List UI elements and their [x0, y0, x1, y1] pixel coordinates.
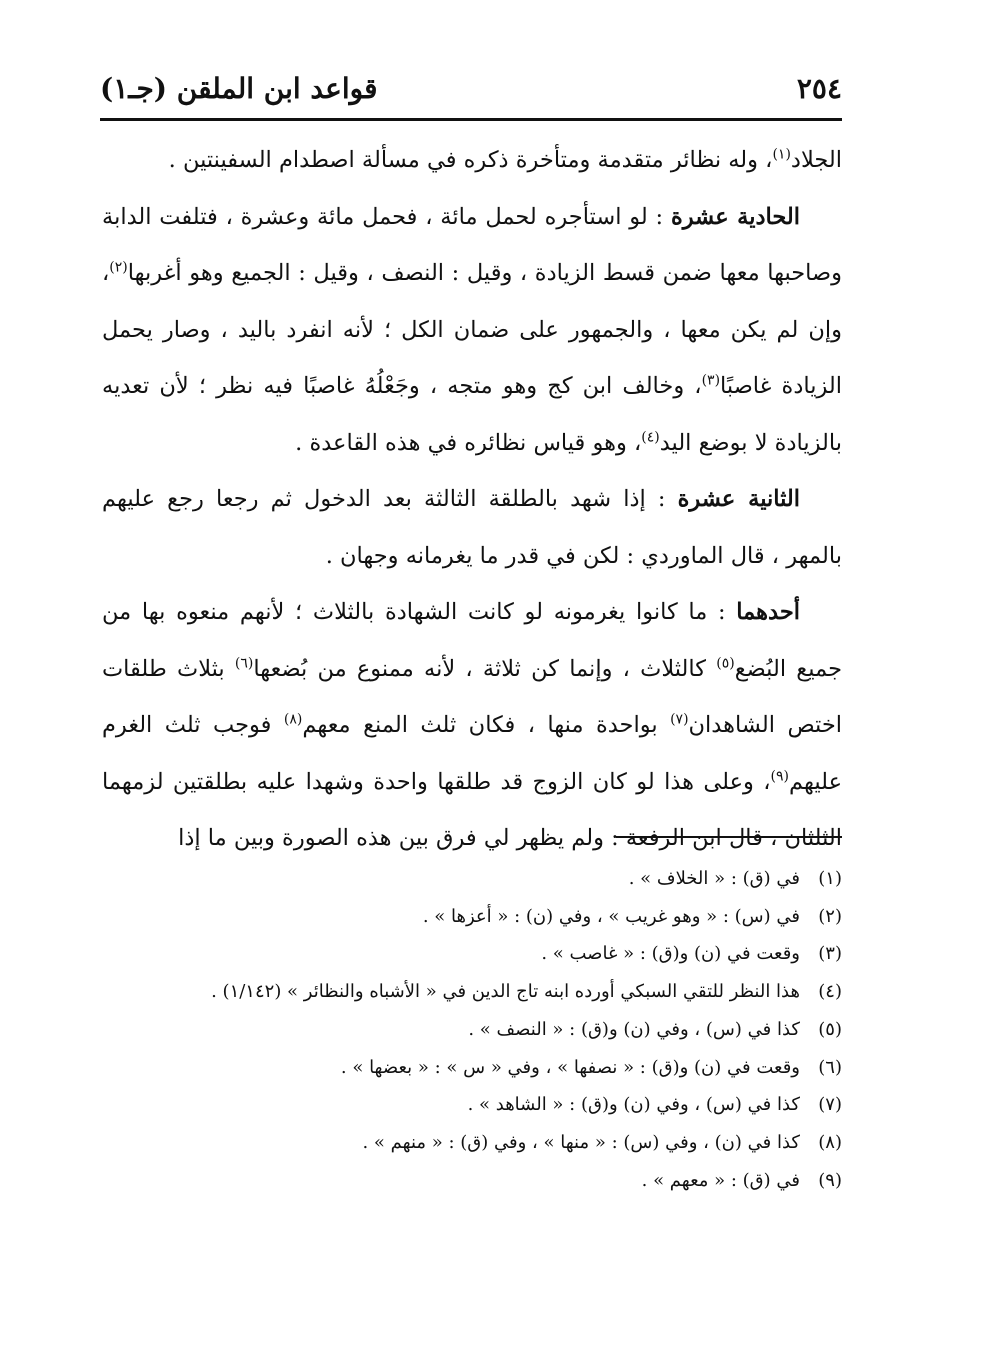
paragraph	[102, 584, 842, 867]
main-text	[102, 132, 842, 867]
body-text: بواحدة منها ، فكان ثلث المنع معهم	[302, 712, 671, 738]
body-text: : إذا شهد بالطلقة الثالثة بعد الدخول ثم رجعا رجع عليهم بالمهر ، قال الماوردي : لكن في قدر ما يغرمانه وجهان .	[102, 486, 842, 569]
footnote-text: وقعت في (ن) و(ق) : « غاصب » .	[541, 943, 800, 965]
footnote-item	[102, 1162, 842, 1200]
body-text: فوجب ثلث الغرم عليهم	[102, 712, 842, 795]
body-text: ، وله نظائر متقدمة ومتأخرة ذكره في مسألة اصطدام السفينتين .	[168, 147, 773, 173]
body-text: ، وخالف ابن كج وهو متجه ، وجَعْلُهُ غاصبًا فيه نظر ؛ لأن تعديه بالزيادة لا بوضع اليد	[102, 373, 842, 456]
body-text: : لو استأجره لحمل مائة ، فحمل مائة وعشرة ، فتلفت الدابة وصاحبها معها ضمن قسط الزيادة ، وقيل : النصف ، وقيل : الجميع وهو أغربها	[102, 203, 842, 286]
footnote-text: كذا في (ن) ، وفي (س) : « منها » ، وفي (ق) : « منهم » .	[362, 1131, 800, 1153]
body-text: : ما كانوا يغرمونه لو كانت الشهادة بالثلاث ؛ لأنهم منعوه بها من جميع البُضع	[102, 599, 842, 682]
book-title: قواعد ابن الملقن (جـ١)	[100, 71, 378, 105]
footnote-item	[102, 860, 842, 898]
paragraph	[102, 189, 842, 472]
footnote-item	[102, 1124, 842, 1162]
paragraph	[102, 132, 842, 189]
body-text: بثلاث طلقات اختص الشاهدان	[102, 655, 842, 738]
header-rule	[100, 118, 842, 121]
footnote-text: كذا في (س) ، وفي (ن) و(ق) : « الشاهد » .	[467, 1094, 800, 1116]
footnote-item	[102, 1086, 842, 1124]
footnote-reference: (٧)	[670, 711, 689, 728]
footnote-reference: (٣)	[701, 372, 721, 389]
footnote-number: (٦)	[818, 1056, 842, 1078]
page-number: ٢٥٤	[796, 71, 842, 105]
footnote-number: (٨)	[818, 1131, 842, 1153]
footnote-number: (٩)	[818, 1169, 842, 1191]
footnote-reference: (٤)	[641, 429, 660, 445]
footnote-text: هذا النظر للتقي السبكي أورده ابنه تاج الدين في « الأشباه والنظائر » (١/١٤٢) .	[211, 981, 800, 1003]
footnote-text: في (س) : « وهو غريب » ، وفي (ن) : « أعزها » .	[422, 905, 800, 927]
running-header	[100, 66, 842, 110]
section-heading: الثانية عشرة	[677, 486, 801, 512]
footnote-number: (٢)	[818, 905, 842, 927]
footnote-text: وقعت في (ن) و(ق) : « نصفها » ، وفي « س » : « بعضها » .	[340, 1056, 800, 1078]
section-heading: أحدهما	[736, 599, 800, 625]
body-text: الجلاد	[790, 147, 842, 173]
footnote-item	[102, 973, 842, 1011]
footnote-number: (٥)	[818, 1018, 842, 1040]
footnote-number: (٧)	[818, 1094, 842, 1116]
section-heading: الحادية عشرة	[670, 203, 800, 230]
footnote-item	[102, 1011, 842, 1049]
footnote-reference: (٥)	[716, 655, 735, 671]
footnote-reference: (٢)	[109, 259, 128, 276]
footnote-text: في (ق) : « معهم » .	[641, 1169, 800, 1191]
paragraph	[102, 471, 842, 584]
footnote-item	[102, 935, 842, 973]
footnote-number: (١)	[818, 868, 842, 889]
footnote-reference: (٨)	[283, 711, 303, 728]
footnote-text: كذا في (س) ، وفي (ن) و(ق) : « النصف » .	[468, 1018, 800, 1040]
body-text: ، وإن لم يكن معها ، والجمهور على ضمان الكل ؛ لأنه انفرد باليد ، وصار يحمل الزيادة غاصبًا	[102, 260, 842, 399]
footnote-text: في (ق) : « الخلاف » .	[628, 868, 800, 889]
footnote-item	[102, 1049, 842, 1087]
body-text: ، وعلى هذا لو كان الزوج قد طلقها واحدة وشهدا عليه بطلقتين لزمهما الثلثان ، قال ابن الرفعة : ولم يظهر لي فرق بين هذه الصورة وبين ما إذا	[102, 768, 842, 851]
footnote-item	[102, 898, 842, 936]
footnote-number: (٣)	[818, 943, 842, 965]
footnote-reference: (٩)	[770, 768, 789, 784]
body-text: ، وهو قياس نظائره في هذه القاعدة .	[295, 429, 642, 456]
body-text: كالثلاث ، وإنما كن ثلاثة ، لأنه ممنوع من بُضعها	[253, 655, 717, 682]
footnote-separator	[616, 836, 842, 838]
footnote-reference: (٦)	[234, 655, 254, 671]
footnote-number: (٤)	[818, 981, 842, 1003]
footnotes	[102, 860, 842, 1199]
footnote-reference: (١)	[772, 146, 791, 163]
